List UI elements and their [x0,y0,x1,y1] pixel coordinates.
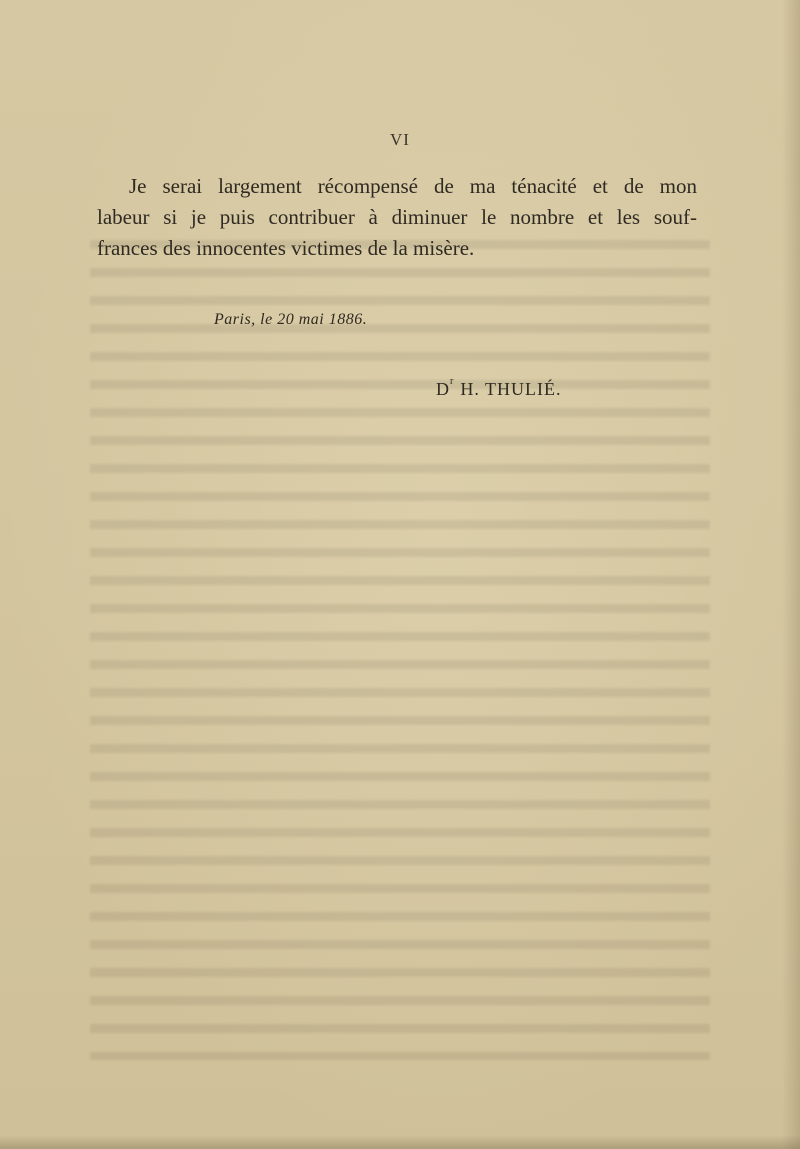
paragraph-line: labeur si je puis contribuer à diminuer le nombre et les souf- [97,205,697,229]
signature-title-superscript: r [450,376,455,387]
signature-title: D [436,379,450,399]
page-bottom-shadow [0,1135,800,1149]
signature [436,376,562,400]
dateline: Paris, le 20 mai 1886. [214,311,368,328]
signature-name: H. THULIÉ. [460,379,562,399]
bleed-through-texture [90,240,710,1060]
paragraph-line: frances des innocentes victimes de la misère. [97,236,475,260]
paragraph-line: Je serai largement récompensé de ma ténacité et de mon [129,174,697,198]
page-edge-shadow [782,0,800,1149]
page-number: VI [390,130,410,149]
body-paragraph [97,171,697,264]
